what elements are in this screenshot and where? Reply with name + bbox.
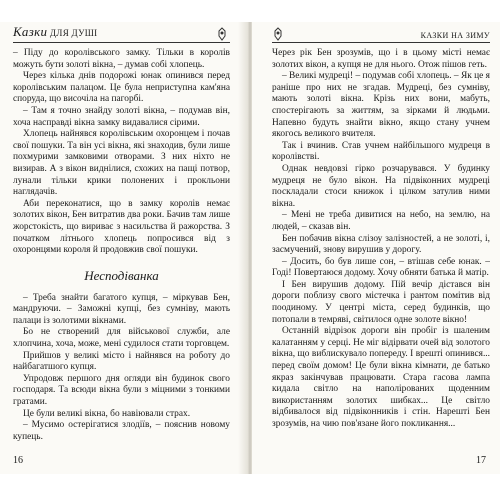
paragraph: Однак невдовзі гірко розчарувався. У будинку мудреця не було вікон. На підвіконних мудреці поскладали стоси книжок і цілком затулив ними вікна.: [272, 163, 490, 209]
paragraph: Бен побачив вікна слізоу залізностей, а не золоті, і, засмучений, знову вирушив у дорогу.: [272, 233, 490, 256]
paragraph: – Досить, бо був лише сон, – втішав себе юнак. – Годі! Повертаюся додому. Хочу обняти батька й матір.: [272, 256, 490, 279]
right-header-title: КАЗКИ НА ЗИМУ: [420, 31, 490, 40]
paragraph: І Бен вирушив додому. Пій вечір дістався він дороги поблизу свого містечка і рантом помітив від поодиному. У центрі міста, серед будинків, що потопали в темряві, світилося одне золоте вікно!: [272, 279, 490, 325]
paragraph: Хлопець найнявся королівським охоронцем і почав свої пошуки. Та він усі вікна, які знаходив, були лише похмурими замковими отворами. З них ніхто не визирав. А з вікон виднілися, схожих на пащі потвор, лунали тільки крики полонених і прокльони наглядачів.: [13, 129, 230, 198]
paragraph: – Великі мудреці! – подумав собі хлопець. – Як це я раніше про них не згадав. Мудреці, без сумніву, мають золоті вікна. Крізь них вони, мабуть, спостерігають за життям, за зірками й людьми. Напевно будуть знайти вікно, якщо стану учнем якогось великого вчителя.: [272, 71, 490, 140]
paragraph: Останній відрізок дороги він пробіг із шаленим калатанням у серці. Не міг відірвати очей від золотого вікна, що виблискувало попереду. І врешті опинився... перед своїм домом! Це були вікна кімнати, де батько якраз закінчував працювати. Стара гасова лампа кидала світло на наполірованих щоденним використанням золотих шибках... Це світло відбивалося від підвіконників і стін. Нарешті Бен зрозумів, на чию пов'язане його покликання...: [272, 326, 490, 429]
right-page-text: [272, 48, 490, 431]
paragraph: Бо не створений для військової служби, але хлопчина, хоча, може, мені судилося стати торговцем.: [13, 327, 230, 350]
paragraph: Через кілька днів подорожі юнак опинився перед королівським палацом. Це була неприступна кам'яна споруда, що височіла на пагорбі.: [13, 71, 230, 105]
left-running-header: [13, 24, 230, 43]
paragraph: Через рік Бен зрозумів, що і в цьому місті немає золотих вікон, а купця не для нього. Отож пішов геть.: [272, 48, 490, 70]
right-running-header: [272, 24, 490, 43]
ornament-icon: [216, 27, 228, 41]
paragraph: – Піду до королівського замку. Тільки в королів можуть бути золоті вікна, – думав собі хлопець.: [13, 48, 230, 70]
paragraph: Прийшов у великі місто і найнявся на роботу до найбагатшого купця.: [13, 350, 230, 373]
page-number-left: 16: [13, 455, 23, 466]
page-number-right: 17: [476, 455, 486, 466]
paragraph: – Мені не треба дивитися на небо, на землю, на людей, – сказав він.: [272, 210, 490, 232]
ornament-icon: [272, 27, 284, 41]
left-header-title-big: Казки: [13, 24, 48, 39]
open-book: [0, 22, 500, 474]
paragraph: Аби переконатися, що в замку королів немає золотих вікон, Бен витратив два роки. Бачив там лише жорстокість, що вириває з насильства й ражорства. З початком літнього хлопець попросився від з охоронцями короля й продовжив свої пошуки.: [13, 198, 230, 256]
paragraph: Це були великі вікна, бо навіювали страх.: [23, 408, 191, 419]
left-header-title-rest: ДЛЯ ДУШІ: [47, 28, 98, 38]
paragraph: – Треба знайти багатого купця, – міркував Бен, мандруючи. – Заможні купці, без сумніву, мають палаци із золотими вікнами.: [13, 292, 230, 326]
left-page: [0, 22, 248, 474]
paragraph: Так і вчинив. Став учнем найбільшого мудреця в королівстві.: [272, 140, 490, 163]
left-page-text: [13, 48, 230, 443]
left-header-title: [13, 24, 97, 40]
section-heading: Несподіванка: [84, 267, 159, 283]
paragraph: Упродовж першого дня огляди він будинок свого господаря. Та всюди вікна були з міцними з тонкими гратами.: [13, 373, 230, 408]
paragraph: – Мусимо остерігатися злодіїв, – пояснив новому купець.: [13, 420, 230, 442]
paragraph: – Там я точно знайду золоті вікна, – подумав він, хоча насправді вікна замку видавалися сірими.: [13, 105, 230, 128]
right-page: [252, 22, 500, 474]
